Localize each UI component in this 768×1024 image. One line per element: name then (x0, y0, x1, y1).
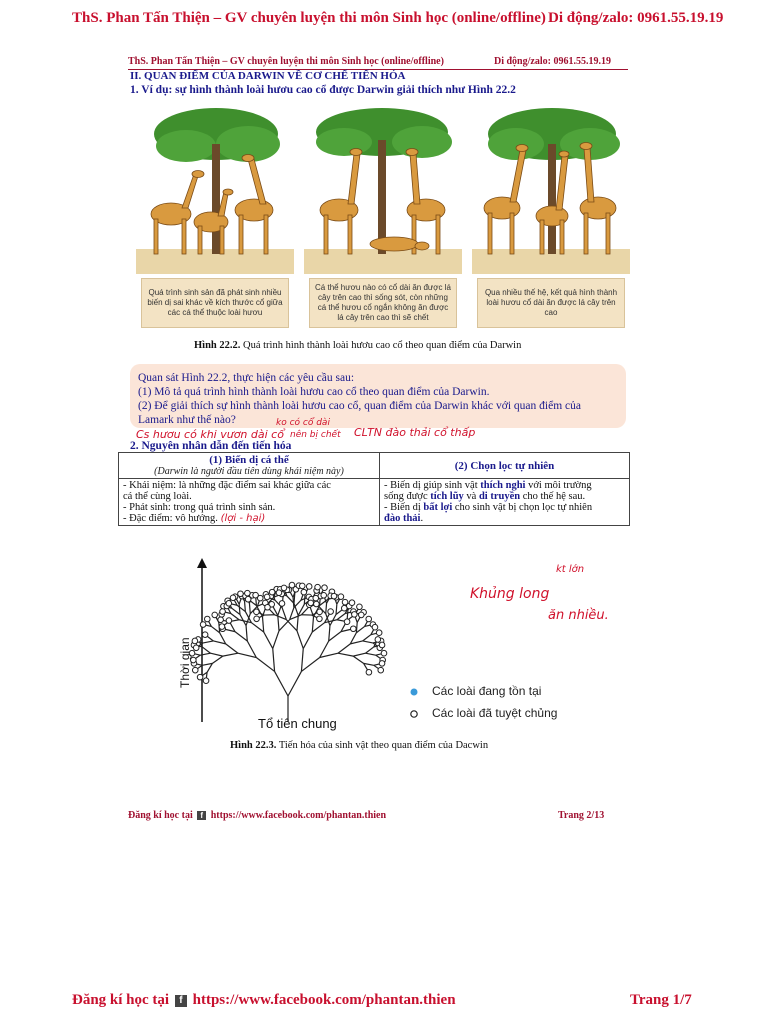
task-question-2-cont: Lamark như thế nào? (138, 414, 236, 426)
figure-22-2-label: Hình 22.2. (194, 340, 241, 351)
tree-branch (326, 603, 327, 613)
extinct-species-node (245, 596, 251, 602)
legend-extinct: Các loài đã tuyệt chủng (432, 706, 558, 720)
extinct-species-node (254, 616, 260, 622)
tree-branch (223, 653, 238, 656)
extinct-species-node (331, 593, 337, 599)
extinct-species-node (315, 584, 321, 590)
tree-branch (297, 615, 298, 630)
time-axis-label: Thời gian (178, 637, 192, 688)
tree-branch (226, 644, 238, 653)
variation-line-3: - Phát sinh: trong quá trình sinh sản. (123, 502, 276, 513)
extinct-species-node (372, 624, 378, 630)
footer-register: Đăng kí học tại f https://www.facebook.com/phantan.thien (72, 992, 456, 1008)
inner-page (118, 52, 648, 830)
extinct-species-node (328, 609, 334, 615)
tree-branch (304, 594, 305, 604)
extinct-species-node (193, 645, 199, 651)
inner-footer-link[interactable]: https://www.facebook.com/phantan.thien (210, 810, 387, 821)
column-selection-title: (2) Chọn lọc tự nhiên (454, 459, 555, 472)
tree-branch (329, 626, 330, 641)
column-variation-header (119, 453, 380, 479)
task-box (130, 364, 626, 428)
extinct-species-node (314, 601, 320, 607)
phylogenetic-tree (188, 556, 388, 726)
figure-22-3-text: Tiến hóa của sinh vật theo quan điểm của Dacwin (276, 740, 489, 751)
time-axis-arrow (197, 558, 207, 568)
tree-branch (338, 653, 353, 656)
legend-markers (408, 686, 420, 726)
extinct-species-node (245, 590, 251, 596)
handwritten-note-3: nên bị chết (290, 430, 341, 440)
tree-branch (301, 658, 319, 672)
header-author: ThS. Phan Tấn Thiện – GV chuyên luyện thi môn Sinh học (online/offline) (72, 10, 546, 26)
footer-page-number: Trang 1/7 (630, 992, 692, 1008)
variation-line-1: - Khái niệm: là những đặc điểm sai khác giữa các (123, 480, 331, 491)
extinct-species-node (212, 612, 218, 618)
handwritten-note-4: CLTN đào thải cổ thấp (354, 426, 476, 439)
tree-branch (238, 653, 256, 657)
figure-22-2-text: Quá trình hình thành loài hươu cao cổ theo quan điểm của Darwin (240, 340, 522, 351)
tree-branch (363, 635, 371, 641)
tree-branch (212, 656, 222, 663)
tree-branch (246, 626, 247, 641)
tree-branch (211, 626, 219, 632)
tree-branch (245, 601, 246, 611)
extinct-species-node (308, 600, 314, 606)
tree-branch (203, 641, 213, 643)
inner-footer-left: Đăng kí học tại f https://www.facebook.com/phantan.thien (128, 810, 387, 821)
tree-branch (247, 641, 256, 658)
outer-header (0, 10, 768, 34)
extinct-species-node (313, 595, 319, 601)
extinct-species-node (378, 667, 384, 673)
extinct-species-node (197, 674, 203, 680)
extinct-species-node (317, 616, 323, 622)
task-question-2: (2) Để giải thích sự hình thành loài hươu cao cổ, quan điểm của Darwin khác với quan điểm của (138, 400, 581, 412)
handwritten-note-8: ăn nhiều. (548, 608, 609, 623)
tree-branch (353, 656, 363, 663)
tree-branch (278, 615, 279, 630)
giraffe-illustration-1 (136, 104, 294, 274)
tree-branch (202, 647, 210, 653)
figure-22-3-caption (230, 740, 488, 751)
giraffe-illustration-2 (304, 104, 462, 274)
selection-line-1: - Biến dị giúp sinh vật thích nghi với môi trường (384, 480, 592, 491)
tree-branch (356, 622, 357, 632)
extinct-species-node (192, 667, 198, 673)
extinct-species-node (230, 595, 236, 601)
handwritten-note-7: kt lớn (556, 564, 585, 575)
tree-branch (251, 623, 263, 632)
extinct-species-node (202, 632, 208, 638)
tree-branch (275, 671, 288, 696)
giraffe-panel-2 (304, 104, 462, 332)
extinct-species-node (226, 618, 232, 624)
extinct-species-node (218, 617, 224, 623)
legend-alive-dot (411, 689, 418, 696)
extinct-species-node (281, 585, 287, 591)
extinct-species-node (317, 609, 323, 615)
task-intro: Quan sát Hình 22.2, thực hiện các yêu cầu sau: (138, 372, 355, 384)
giraffe-panel-3 (472, 104, 630, 332)
panel-caption-2: Cá thể hươu nào có cổ dài ăn được lá cây trên cao thì sống sót, còn những cá thể hươu cổ ngắn không ăn được lá cây trên cao thì sẽ chết (309, 278, 457, 328)
extinct-species-node (276, 590, 282, 596)
variation-cell (119, 479, 380, 526)
variation-line-4: - Đặc điểm: vô hướng. (lợi - hại) (123, 513, 266, 524)
section-title: II. QUAN ĐIỂM CỦA DARWIN VỀ CƠ CHẾ TIẾN HÓA (130, 70, 406, 82)
variation-line-2: cá thể cùng loài. (123, 491, 192, 502)
inner-header-author: ThS. Phan Tấn Thiện – GV chuyên luyện thi môn Sinh học (online/offline) (128, 56, 444, 67)
extinct-species-node (338, 594, 344, 600)
extinct-species-node (376, 630, 382, 636)
common-ancestor-label: Tổ tiên chung (258, 716, 337, 731)
extinct-species-node (238, 591, 244, 597)
figure-22-2-caption (194, 340, 521, 351)
facebook-icon: f (197, 811, 206, 820)
extinct-species-node (352, 612, 358, 618)
extinct-species-node (279, 601, 285, 607)
extinct-species-node (226, 601, 232, 607)
tree-branch (312, 617, 313, 632)
extinct-species-node (344, 619, 350, 625)
tree-branch (294, 593, 295, 603)
tree-branch (235, 632, 247, 641)
extinct-species-node (220, 609, 226, 615)
tree-branch (256, 658, 274, 672)
handwritten-note-6: Khủng long (470, 586, 550, 602)
extinct-species-node (366, 616, 372, 622)
extinct-species-node (204, 616, 210, 622)
giraffe-panel-1 (136, 104, 294, 332)
figure-22-3-label: Hình 22.3. (230, 740, 277, 751)
tree-branch (312, 623, 324, 632)
tree-branch (337, 613, 345, 619)
tree-branch (303, 632, 312, 649)
footer-link[interactable]: https://www.facebook.com/phantan.thien (192, 992, 456, 1008)
extinct-species-node (379, 642, 385, 648)
extinct-species-node (375, 637, 381, 643)
tree-branch (273, 631, 279, 649)
extinct-species-node (265, 604, 271, 610)
giraffe-illustration-3 (472, 104, 630, 274)
cause-title: 2. Nguyên nhân dẫn đến tiến hóa (130, 440, 292, 452)
tree-branch (363, 641, 373, 643)
tree-branch (232, 608, 240, 614)
tree-branch (336, 604, 337, 614)
selection-line-3: - Biến dị bất lợi cho sinh vật bị chọn lọc tự nhiên (384, 502, 593, 513)
extinct-species-node (289, 582, 295, 588)
task-question-1: (1) Mô tả quá trình hình thành loài hươu cao cổ theo quan điểm của Darwin. (138, 386, 490, 398)
tree-branch (273, 649, 275, 672)
column-variation-title: (1) Biến dị cá thể (209, 454, 289, 466)
tree-branch (288, 671, 301, 696)
tree-branch (329, 632, 341, 641)
extinct-species-node (253, 592, 259, 598)
extinct-species-node (349, 600, 355, 606)
extinct-species-node (203, 678, 209, 684)
tree-branch (353, 653, 365, 656)
extinct-species-node (301, 589, 307, 595)
extinct-species-node (342, 599, 348, 605)
extinct-species-node (357, 604, 363, 610)
extinct-species-node (322, 585, 328, 591)
extinct-species-node (358, 612, 364, 618)
extinct-species-node (351, 626, 357, 632)
column-variation-subtitle: (Darwin là người đầu tiên dùng khái niệm này) (154, 466, 344, 477)
extinct-species-node (192, 638, 198, 644)
extinct-species-node (306, 584, 312, 590)
extinct-species-node (299, 583, 305, 589)
tree-branch (249, 603, 250, 613)
handwritten-note-2: ko có cổ dài (276, 418, 330, 428)
panel-caption-1: Quá trình sinh sản đã phát sinh nhiều biến dị sai khác về kích thước cổ giữa các cá thể thuộc loài hươu (141, 278, 289, 328)
tree-branch (210, 653, 222, 656)
tree-branch (298, 604, 304, 615)
handwritten-note-5: (lợi - hại) (220, 513, 266, 524)
extinct-species-node (381, 650, 387, 656)
extinct-species-node (366, 669, 372, 675)
column-selection-header (380, 453, 630, 479)
inner-header-phone: Di động/zalo: 0961.55.19.19 (494, 56, 611, 67)
selection-cell (380, 479, 630, 526)
selection-line-2: sống được tích lũy và di truyền cho thế hệ sau. (384, 491, 586, 502)
handwritten-note-1: Cs hươu có khi vươn dài cổ (136, 428, 284, 441)
extinct-species-node (341, 605, 347, 611)
tree-branch (320, 641, 329, 658)
extinct-species-node (254, 609, 260, 615)
tree-branch (356, 626, 364, 632)
panel-caption-3: Qua nhiều thế hệ, kết quả hình thành loài hươu cổ dài ăn được lá cây trên cao (477, 278, 625, 328)
legend-extinct-dot (411, 711, 417, 717)
extinct-species-node (219, 624, 225, 630)
header-phone: Di động/zalo: 0961.55.19.19 (548, 10, 724, 26)
facebook-icon: f (175, 995, 187, 1007)
extinct-species-node (379, 661, 385, 667)
example-title: 1. Ví dụ: sự hình thành loài hươu cao cổ được Darwin giải thích như Hình 22.2 (130, 84, 516, 96)
tree-branch (231, 613, 239, 619)
tree-branch (366, 647, 374, 653)
tree-branch (262, 617, 263, 632)
tree-branch (264, 632, 273, 649)
tree-branch (239, 604, 240, 614)
extinct-species-node (269, 589, 275, 595)
tree-branch (237, 605, 245, 611)
tree-branch (338, 644, 350, 653)
tree-branch (366, 653, 376, 655)
extinct-species-node (321, 592, 327, 598)
evolution-causes-table (118, 452, 630, 526)
tree-branch (320, 653, 338, 657)
tree-branch (286, 620, 297, 631)
extinct-species-node (200, 622, 206, 628)
selection-line-4: đào thải. (384, 513, 424, 524)
inner-footer-page: Trang 2/13 (558, 810, 605, 821)
extinct-species-node (264, 594, 270, 600)
tree-branch (301, 649, 303, 672)
tree-branch (297, 631, 303, 649)
legend-alive: Các loài đang tồn tại (432, 684, 542, 698)
